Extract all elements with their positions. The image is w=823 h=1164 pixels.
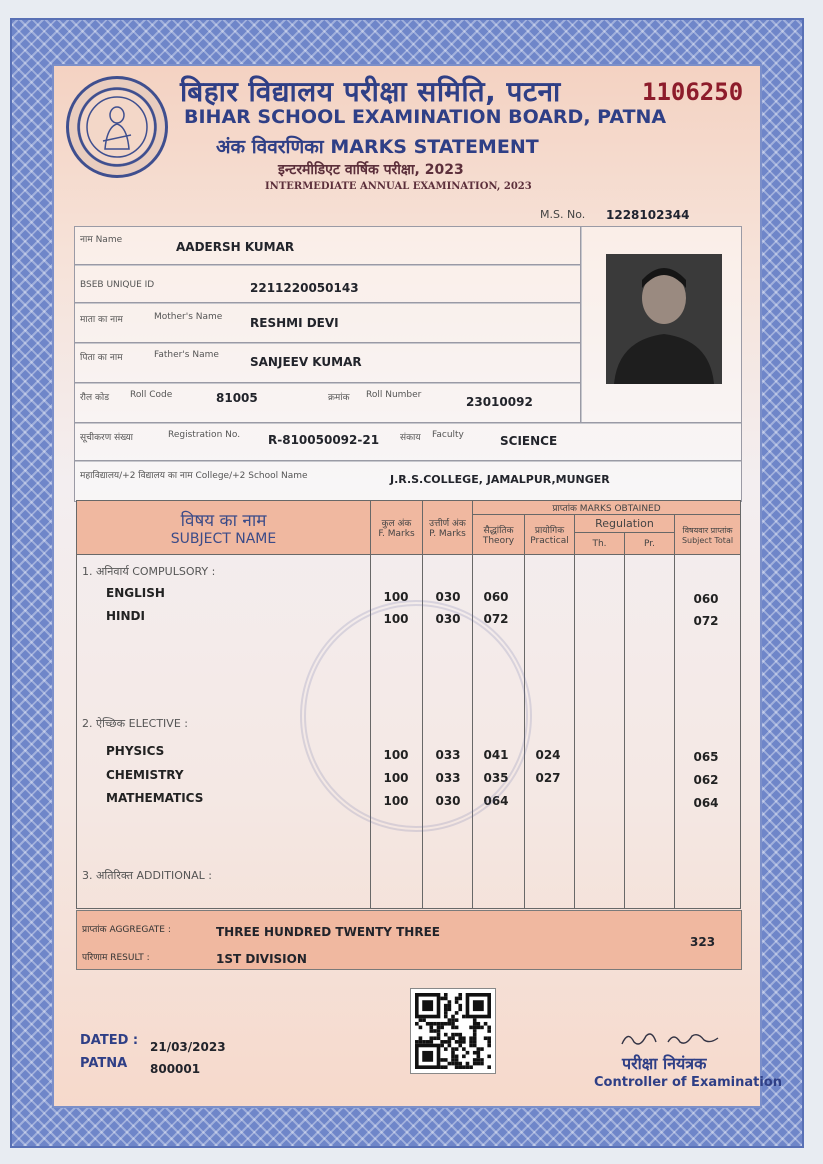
- pass-marks: 030: [435, 590, 461, 604]
- registration-number: R-810050092-21: [268, 433, 380, 447]
- aggregate-words: THREE HUNDRED TWENTY THREE: [216, 925, 440, 939]
- practical-marks: 024: [535, 748, 561, 762]
- subject-name: MATHEMATICS: [106, 791, 204, 805]
- pass-marks-header-hindi: उत्तीर्ण अंक: [429, 519, 466, 529]
- faculty-label-hindi: संकाय: [400, 433, 421, 443]
- pass-marks-header-english: P. Marks: [429, 529, 466, 539]
- mother-label: Mother's Name: [154, 312, 223, 322]
- marks-obtained-header: प्राप्तांक MARKS OBTAINED: [473, 501, 741, 515]
- name-label: नाम Name: [80, 235, 123, 245]
- theory-marks: 072: [483, 612, 509, 626]
- pass-marks: 033: [435, 771, 461, 785]
- ms-no-label: M.S. No.: [540, 208, 586, 221]
- father-label-hindi: पिता का नाम: [80, 353, 123, 363]
- subject-total-header-english: Subject Total: [681, 535, 734, 545]
- full-marks: 100: [383, 612, 409, 626]
- full-marks-header-english: F. Marks: [378, 529, 415, 539]
- faculty: SCIENCE: [500, 434, 558, 448]
- qr-code-icon: [410, 988, 496, 1074]
- reg-theory-header: Th.: [575, 533, 625, 555]
- subject-name: PHYSICS: [106, 744, 165, 758]
- controller-title-hindi: परीक्षा नियंत्रक: [622, 1054, 707, 1073]
- student-photo: [606, 254, 722, 384]
- subject-total: 064: [693, 796, 719, 810]
- theory-header-english: Theory: [482, 536, 515, 546]
- ms-no-value: 1228102344: [606, 208, 690, 222]
- practical-header-hindi: प्रायोगिक: [534, 526, 565, 536]
- elective-section-label: 2. ऐच्छिक ELECTIVE :: [82, 717, 188, 730]
- college-label: महाविद्यालय/+2 विद्यालय का नाम College/+2 School Name: [80, 471, 308, 481]
- subject-name: HINDI: [106, 609, 145, 623]
- full-marks: 100: [383, 771, 409, 785]
- faculty-label: Faculty: [432, 430, 464, 440]
- board-title-hindi: बिहार विद्यालय परीक्षा समिति, पटना: [180, 75, 561, 108]
- controller-title-english: Controller of Examination: [594, 1075, 782, 1090]
- pass-marks: 033: [435, 748, 461, 762]
- mother-label-hindi: माता का नाम: [80, 315, 123, 325]
- issue-date: 21/03/2023: [150, 1040, 226, 1054]
- full-marks-header-hindi: कुल अंक: [381, 519, 412, 529]
- subject-name-header-hindi: विषय का नाम: [180, 511, 267, 531]
- roll-code: 81005: [216, 391, 258, 405]
- theory-marks: 035: [483, 771, 509, 785]
- signature-icon: [618, 1028, 728, 1050]
- theory-marks: 060: [483, 590, 509, 604]
- place-label: PATNA: [80, 1056, 128, 1071]
- reg-label-hindi: सूचीकरण संख्या: [80, 433, 133, 443]
- subject-total: 072: [693, 614, 719, 628]
- additional-section-label: 3. अतिरिक्त ADDITIONAL :: [82, 869, 212, 882]
- aggregate-box: [76, 910, 742, 970]
- father-name: SANJEEV KUMAR: [250, 355, 362, 369]
- practical-marks: 027: [535, 771, 561, 785]
- roll-code-label: Roll Code: [130, 390, 173, 400]
- reg-practical-header: Pr.: [625, 533, 675, 555]
- compulsory-section-label: 1. अनिवार्य COMPULSORY :: [82, 565, 216, 578]
- theory-marks: 064: [483, 794, 509, 808]
- mother-name: RESHMI DEVI: [250, 316, 339, 330]
- subject-total: 065: [693, 750, 719, 764]
- result-value: 1ST DIVISION: [216, 952, 307, 966]
- exam-name-hindi: इन्टरमीडिएट वार्षिक परीक्षा, 2023: [278, 162, 464, 178]
- subject-name-header: [77, 501, 371, 555]
- full-marks: 100: [383, 748, 409, 762]
- aggregate-total: 323: [690, 935, 716, 949]
- exam-name-english: INTERMEDIATE ANNUAL EXAMINATION, 2023: [265, 181, 532, 192]
- marks-statement-title: अंक विवरणिका MARKS STATEMENT: [216, 136, 539, 158]
- subject-total-header: [675, 515, 741, 555]
- pass-marks: 030: [435, 794, 461, 808]
- pass-marks: 030: [435, 612, 461, 626]
- full-marks: 100: [383, 794, 409, 808]
- bseb-label: BSEB UNIQUE ID: [80, 280, 155, 290]
- name-row: [74, 226, 582, 266]
- aggregate-label: प्राप्तांक AGGREGATE :: [82, 925, 171, 935]
- roll-number-label-hindi: क्रमांक: [328, 393, 350, 403]
- subject-name: CHEMISTRY: [106, 768, 184, 782]
- board-title-english: BIHAR SCHOOL EXAMINATION BOARD, PATNA: [184, 106, 667, 128]
- watermark-seal-icon: [300, 600, 532, 832]
- roll-number-label: Roll Number: [366, 390, 422, 400]
- practical-header: [525, 515, 575, 555]
- subject-total: 060: [693, 592, 719, 606]
- theory-marks: 041: [483, 748, 509, 762]
- theory-header: [473, 515, 525, 555]
- regulation-header: Regulation: [575, 515, 675, 533]
- college-name: J.R.S.COLLEGE, JAMALPUR,MUNGER: [390, 473, 610, 486]
- student-name: AADERSH KUMAR: [176, 240, 295, 254]
- dated-label: DATED :: [80, 1033, 139, 1048]
- board-seal-logo: [66, 76, 168, 178]
- full-marks-header: [371, 501, 423, 555]
- result-label: परिणाम RESULT :: [82, 953, 150, 963]
- father-label: Father's Name: [154, 350, 219, 360]
- subject-total: 062: [693, 773, 719, 787]
- subject-name-header-english: SUBJECT NAME: [170, 531, 277, 547]
- pass-marks-header: [423, 501, 473, 555]
- roll-number: 23010092: [466, 395, 533, 409]
- reg-label: Registration No.: [168, 430, 241, 440]
- subject-name: ENGLISH: [106, 586, 165, 600]
- roll-code-label-hindi: रौल कोड: [80, 393, 110, 403]
- pin-code: 800001: [150, 1062, 201, 1076]
- serial-number: 1106250: [642, 78, 744, 106]
- full-marks: 100: [383, 590, 409, 604]
- theory-header-hindi: सैद्धांतिक: [483, 526, 514, 536]
- subject-total-header-hindi: विषयवार प्राप्तांक: [682, 525, 733, 535]
- practical-header-english: Practical: [530, 536, 569, 546]
- bseb-id: 2211220050143: [250, 281, 359, 295]
